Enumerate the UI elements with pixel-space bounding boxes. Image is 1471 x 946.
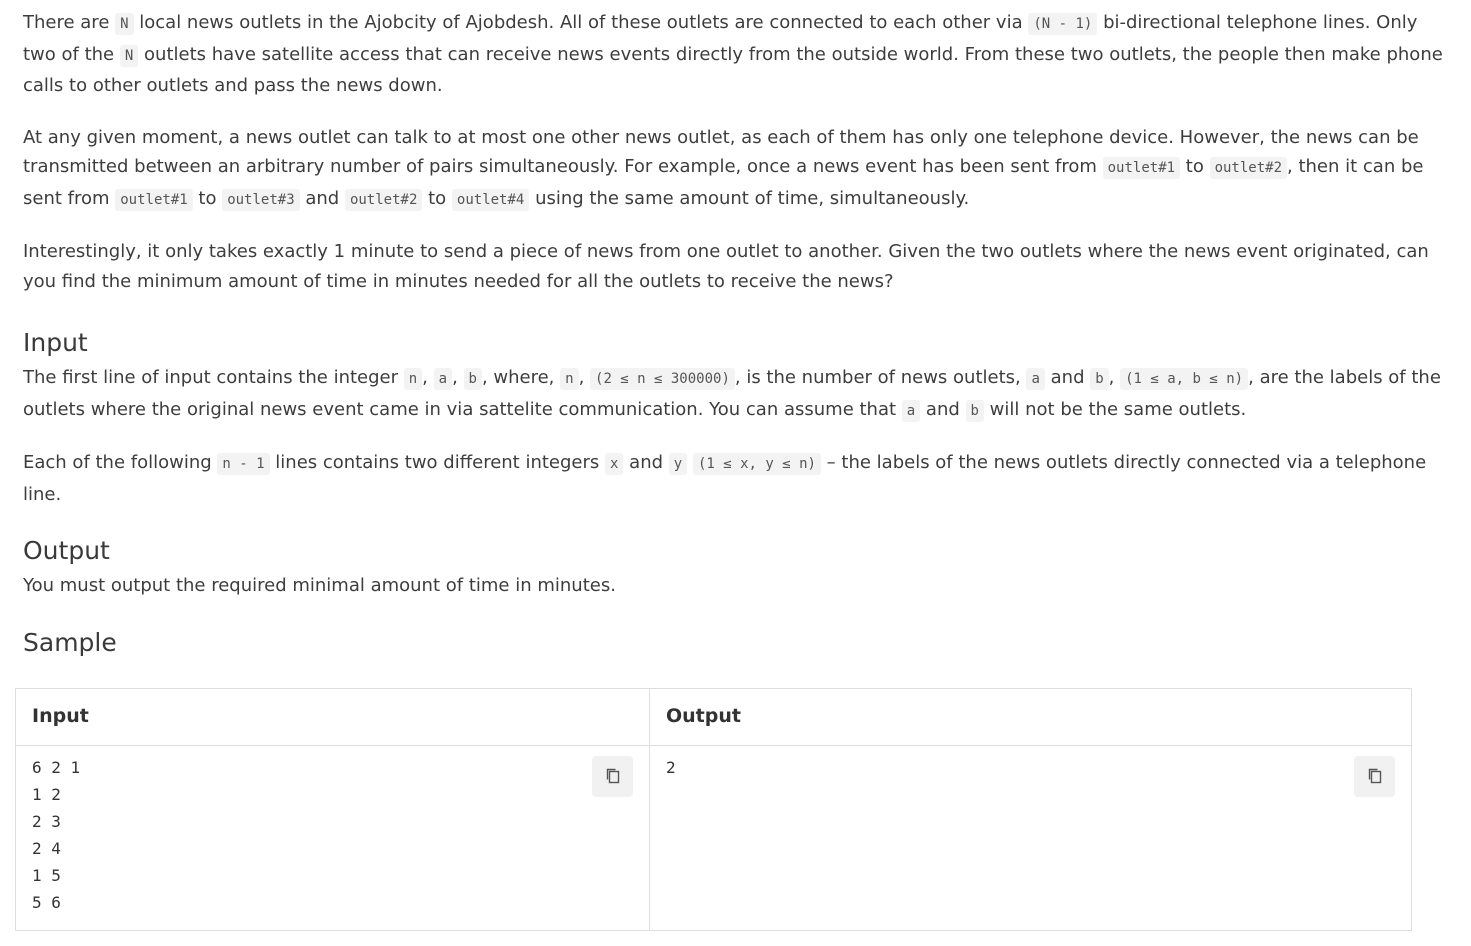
sample-row	[16, 745, 1412, 930]
inline-code: N	[120, 45, 138, 67]
statement-paragraph-3: Interestingly, it only takes exactly 1 minute to send a piece of news from one outlet to another. Given the two outlets where the news event originated, can you find the minimum amount of time in minutes needed for all the outlets to receive the news?	[23, 241, 1429, 292]
input-paragraph-1: The first line of input contains the integer n , a , b , where, n , (2 ≤ n ≤ 300000) , is the number of news outlets, a and b , (1 ≤ a, b ≤ n) , are the labels of the outlets where the original news event came in via sattelite communication. You can assume that a and b will not be the same outlets.	[23, 367, 1441, 420]
inline-code: n	[404, 368, 422, 390]
inline-code: (1 ≤ a, b ≤ n)	[1120, 368, 1248, 390]
inline-code: outlet#1	[115, 189, 192, 211]
copy-input-button[interactable]	[592, 756, 633, 797]
inline-code: a	[1026, 368, 1044, 390]
inline-code: b	[464, 368, 482, 390]
copy-output-button[interactable]	[1354, 756, 1395, 797]
inline-code: outlet#3	[222, 189, 299, 211]
inline-code: b	[1090, 368, 1108, 390]
input-heading: Input	[23, 328, 88, 357]
inline-code: a	[902, 400, 920, 422]
inline-code: a	[434, 368, 452, 390]
output-heading: Output	[23, 536, 110, 565]
sample-input-cell	[16, 745, 650, 930]
sample-input-header: Input	[16, 688, 650, 745]
inline-code: n	[560, 368, 578, 390]
sample-table	[15, 688, 1412, 931]
inline-code: outlet#4	[452, 189, 529, 211]
inline-code: (2 ≤ n ≤ 300000)	[590, 368, 735, 390]
sample-output-text[interactable]: 2	[666, 757, 676, 777]
sample-input-text[interactable]: 6 2 1 1 2 2 3 2 4 1 5 5 6	[32, 757, 81, 912]
inline-code: outlet#2	[1210, 157, 1287, 179]
copy-icon	[1367, 767, 1383, 785]
sample-output-header: Output	[650, 688, 1412, 745]
input-paragraph-2: Each of the following n - 1 lines contains two different integers x and y (1 ≤ x, y ≤ n) – the labels of the news outlets directly connected via a telephone line.	[23, 452, 1427, 505]
sample-heading: Sample	[23, 627, 117, 657]
sample-header-row	[16, 688, 1412, 745]
sample-output-cell	[650, 745, 1412, 930]
output-paragraph: You must output the required minimal amount of time in minutes.	[23, 575, 616, 596]
inline-code: outlet#1	[1103, 157, 1180, 179]
inline-code: b	[966, 400, 984, 422]
inline-code: outlet#2	[345, 189, 422, 211]
inline-code: y	[669, 453, 687, 475]
statement-paragraph-1: There are N local news outlets in the Ajobcity of Ajobdesh. All of these outlets are connected to each other via (N - 1) bi-directional telephone lines. Only two of the N outlets have satellite access that can receive news events directly from the outside world. From these two outlets, the people then make phone calls to other outlets and pass the news down.	[23, 12, 1443, 96]
statement-paragraph-2: At any given moment, a news outlet can talk to at most one other news outlet, as each of them has only one telephone device. However, the news can be transmitted between an arbitrary number of pairs simultaneously. For example, once a news event has been sent from outlet#1 to outlet#2 , then it can be sent from outlet#1 to outlet#3 and outlet#2 to outlet#4 using the same amount of time, simultaneously.	[23, 126, 1424, 209]
inline-code: x	[605, 453, 623, 475]
inline-code: n - 1	[217, 453, 269, 475]
inline-code: N	[115, 13, 133, 35]
inline-code: (N - 1)	[1028, 13, 1097, 35]
inline-code: (1 ≤ x, y ≤ n)	[693, 453, 821, 475]
copy-icon	[605, 767, 621, 785]
